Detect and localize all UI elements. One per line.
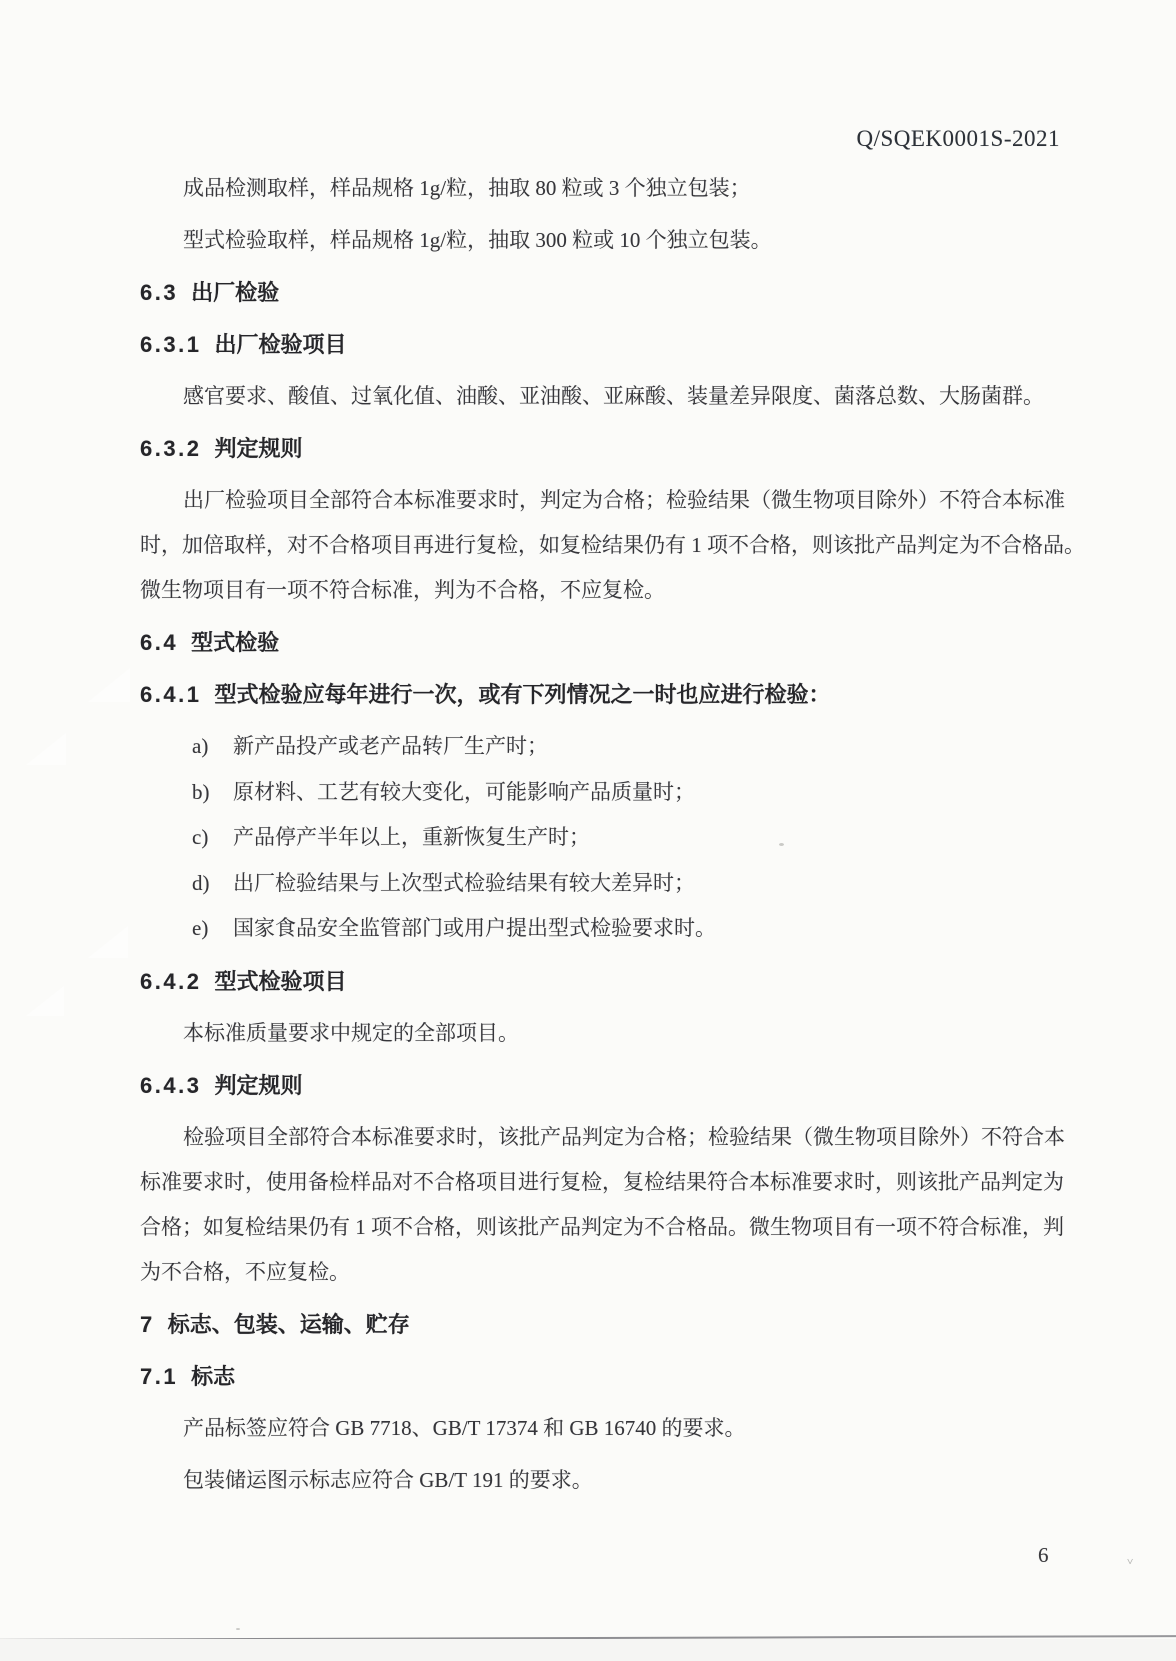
- page-number: 6: [1038, 1543, 1049, 1567]
- list-item: [140, 906, 1060, 952]
- scan-artifact: [26, 733, 66, 765]
- text-line: 型式检验取样，样品规格 1g/粒，抽取 300 粒或 10 个独立包装。: [183, 228, 772, 252]
- text-line: 本标准质量要求中规定的全部项目。: [183, 1020, 519, 1045]
- list-item: [140, 770, 1060, 816]
- text-line: 为不合格，不应复检。: [140, 1259, 350, 1284]
- heading-7.1: [140, 1354, 1060, 1399]
- list-item-text: 新产品投产或老产品转厂生产时；: [233, 734, 548, 758]
- list-marker: b): [192, 779, 210, 804]
- heading-number: 6.4.3: [140, 1072, 202, 1098]
- heading-number: 6.4.1: [140, 682, 202, 707]
- list-marker: d): [192, 870, 210, 895]
- paragraph: [140, 478, 1085, 613]
- scan-artifact: [88, 926, 128, 958]
- scan-artifact: [236, 1628, 240, 1630]
- heading-number: 6.4.2: [140, 968, 202, 994]
- heading-title: 出厂检验项目: [214, 332, 347, 357]
- page-bottom-margin: [0, 1639, 1176, 1661]
- scan-artifact: [26, 986, 64, 1016]
- paragraph: [140, 1011, 1060, 1056]
- list-item: [140, 861, 1060, 907]
- scan-artifact: ˅: [1127, 1556, 1134, 1568]
- paragraph: [140, 374, 1060, 419]
- list-item-text: 出厂检验结果与上次型式检验结果有较大差异时；: [233, 870, 695, 895]
- list-marker: e): [192, 916, 209, 940]
- heading-6.3.1: [140, 322, 1060, 367]
- paragraph: [140, 218, 1060, 263]
- list-item: [140, 724, 1060, 770]
- heading-6.4.3: [140, 1063, 1060, 1108]
- heading-number: 6.4: [140, 630, 179, 655]
- paragraph: [140, 1406, 1060, 1451]
- text-line: 检验项目全部符合本标准要求时，该批产品判定为合格；检验结果（微生物项目除外）不符合本: [183, 1124, 1065, 1149]
- heading-6.3: [140, 270, 1060, 315]
- list-marker: a): [192, 734, 209, 758]
- heading-title: 判定规则: [214, 436, 303, 461]
- heading-title: 标志、包装、运输、贮存: [167, 1311, 410, 1337]
- doc-content: [140, 166, 1085, 1503]
- heading-title: 判定规则: [214, 1072, 303, 1098]
- heading-number: 6.3.2: [140, 436, 202, 461]
- text-line: 标准要求时，使用备检样品对不合格项目进行复检，复检结果符合本标准要求时，则该批产品判定为: [140, 1169, 1064, 1194]
- list-item-text: 国家食品安全监管部门或用户提出型式检验要求时。: [233, 916, 716, 940]
- ordered-list: [140, 724, 1060, 952]
- text-line: 成品检测取样，样品规格 1g/粒，抽取 80 粒或 3 个独立包装；: [183, 176, 751, 200]
- text-line: 产品标签应符合 GB 7718、GB/T 17374 和 GB 16740 的要求。: [183, 1415, 746, 1440]
- heading-number: 6.3.1: [140, 332, 202, 357]
- text-line: 出厂检验项目全部符合本标准要求时，判定为合格；检验结果（微生物项目除外）不符合本标准: [183, 488, 1065, 512]
- heading-6.4: [140, 620, 1060, 665]
- text-line: 包装储运图示标志应符合 GB/T 191 的要求。: [183, 1467, 593, 1492]
- heading-6.3.2: [140, 426, 1060, 471]
- heading-number: 6.3: [140, 280, 179, 305]
- heading-title: 型式检验: [191, 630, 280, 655]
- heading-title: 型式检验应每年进行一次，或有下列情况之一时也应进行检验：: [214, 682, 831, 707]
- heading-title: 出厂检验: [191, 280, 280, 305]
- heading-number: 7: [140, 1311, 155, 1337]
- heading-6.4.1: [140, 672, 1060, 717]
- list-item-text: 产品停产半年以上，重新恢复生产时；: [233, 825, 590, 849]
- text-line: 微生物项目有一项不符合标准，判为不合格，不应复检。: [140, 578, 665, 602]
- text-line: 合格；如复检结果仍有 1 项不合格，则该批产品判定为不合格品。微生物项目有一项不符合标准，判: [140, 1214, 1064, 1239]
- paragraph: [140, 1115, 1065, 1295]
- scan-artifact: [88, 668, 130, 702]
- heading-title: 型式检验项目: [214, 968, 347, 994]
- heading-title: 标志: [191, 1363, 236, 1389]
- paragraph: [140, 1458, 1060, 1503]
- text-line: 时，加倍取样，对不合格项目再进行复检，如复检结果仍有 1 项不合格，则该批产品判定为不合格品。: [140, 533, 1085, 557]
- paragraph: [140, 166, 1060, 211]
- list-item-text: 原材料、工艺有较大变化，可能影响产品质量时；: [233, 779, 695, 804]
- list-item: [140, 815, 1060, 861]
- list-marker: c): [192, 825, 209, 849]
- heading-number: 7.1: [140, 1363, 179, 1389]
- text-line: 感官要求、酸值、过氧化值、油酸、亚油酸、亚麻酸、装量差异限度、菌落总数、大肠菌群。: [183, 384, 1044, 408]
- doc-number: Q/SQEK0001S-2021: [856, 126, 1060, 151]
- heading-6.4.2: [140, 959, 1060, 1004]
- heading-7: [140, 1302, 1060, 1347]
